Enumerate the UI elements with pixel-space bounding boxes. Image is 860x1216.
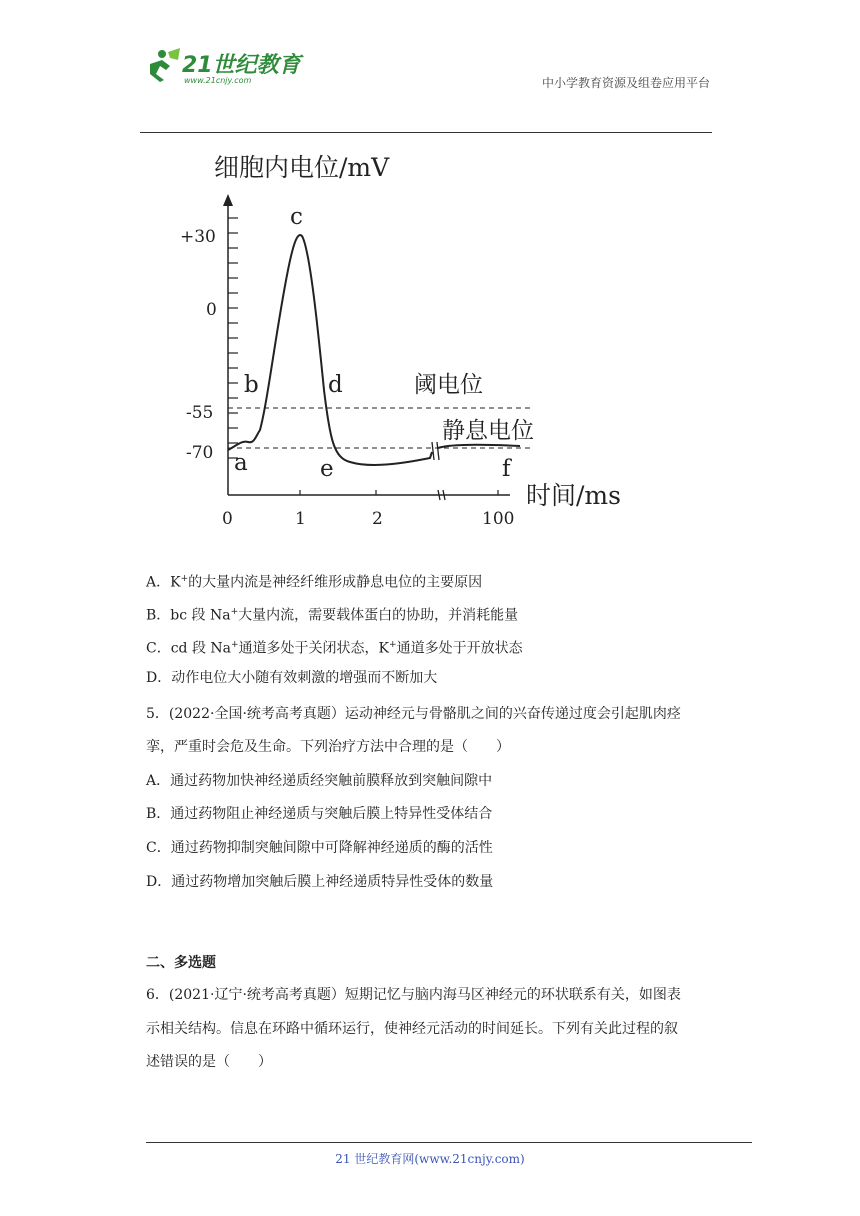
point-label: c xyxy=(290,204,303,230)
x-axis-title: 时间/ms xyxy=(526,481,621,510)
page-header xyxy=(140,44,712,90)
platform-name: 中小学教育资源及组卷应用平台 xyxy=(541,76,710,90)
runner-logo-icon xyxy=(140,46,184,86)
y-axis-title: 细胞内电位/mV xyxy=(214,153,390,182)
y-tick-label: -55 xyxy=(186,403,214,423)
q6-stem-line3: 述错误的是（ ） xyxy=(146,1054,272,1070)
point-label: e xyxy=(320,456,334,482)
q6-stem-line1: 6．(2021·辽宁·统考高考真题）短期记忆与脑内海马区神经元的环状联系有关，如图表 xyxy=(146,987,681,1003)
footer-link[interactable]: 21 世纪教育网(www.21cnjy.com) xyxy=(335,1152,525,1166)
x-tick-label: 100 xyxy=(482,509,515,529)
point-label: a xyxy=(234,450,248,476)
logo-text: 21世纪教育 xyxy=(182,53,301,78)
logo xyxy=(140,44,310,90)
y-tick-label: -70 xyxy=(186,443,214,463)
option-c: C．cd 段 Na+通道多处于关闭状态，K+通道多处于开放状态 xyxy=(146,640,523,657)
q5-option-a: A．通过药物加快神经递质经突触前膜释放到突触间隙中 xyxy=(146,773,493,789)
option-b: B．bc 段 Na+大量内流，需要载体蛋白的协助，并消耗能量 xyxy=(146,607,519,624)
x-tick-label: 0 xyxy=(222,509,233,529)
action-potential-figure xyxy=(180,140,660,540)
q6-stem-line2: 示相关结构。信息在环路中循环运行，使神经元活动的时间延长。下列有关此过程的叙 xyxy=(146,1021,678,1037)
threshold-label: 阈电位 xyxy=(414,372,483,398)
header-divider xyxy=(140,132,712,133)
option-d: D．动作电位大小随有效刺激的增强而不断加大 xyxy=(146,670,438,686)
y-tick-label: +30 xyxy=(180,227,216,247)
q5-stem-line2: 挛，严重时会危及生命。下列治疗方法中合理的是（ ） xyxy=(146,739,510,755)
q5-option-c: C．通过药物抑制突触间隙中可降解神经递质的酶的活性 xyxy=(146,840,493,856)
section-title: 二、多选题 xyxy=(146,955,216,971)
y-tick-label: 0 xyxy=(206,300,217,320)
footer-divider xyxy=(146,1142,752,1143)
resting-label: 静息电位 xyxy=(442,418,534,444)
point-label: f xyxy=(502,456,511,482)
q5-stem-line1: 5．(2022·全国·统考高考真题）运动神经元与骨骼肌之间的兴奋传递过度会引起肌肉痉 xyxy=(146,706,681,722)
point-label: b xyxy=(244,372,259,398)
x-tick-label: 2 xyxy=(372,509,383,529)
logo-url: www.21cnjy.com xyxy=(184,76,252,85)
x-tick-label: 1 xyxy=(295,509,306,529)
q5-option-b: B．通过药物阻止神经递质与突触后膜上特异性受体结合 xyxy=(146,806,493,822)
point-label: d xyxy=(328,372,343,398)
option-a: A．K+的大量内流是神经纤维形成静息电位的主要原因 xyxy=(146,574,483,591)
q5-option-d: D．通过药物增加突触后膜上神经递质特异性受体的数量 xyxy=(146,874,494,890)
